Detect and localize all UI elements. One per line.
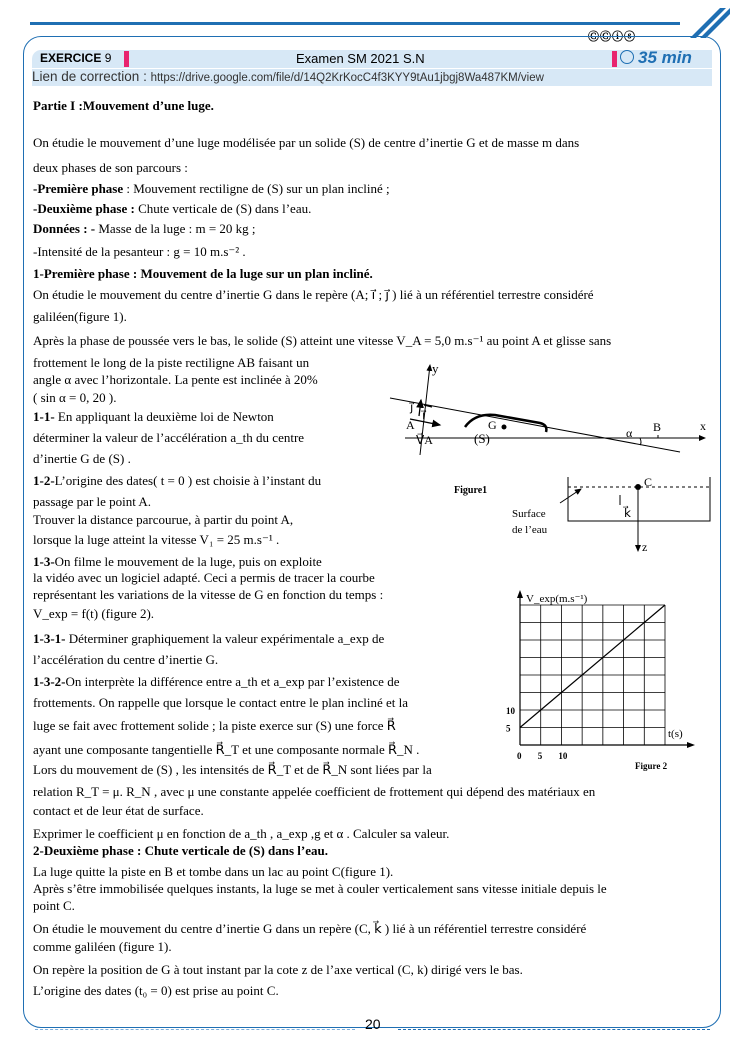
fig1-label-VA: V⃗A <box>416 433 433 447</box>
fig1-label-x: x <box>700 419 706 433</box>
question-1-2: 1-2-L’origine des dates( t = 0 ) est choisie à l’instant du <box>33 473 322 488</box>
incline <box>390 398 680 452</box>
q132-line: ayant une composante tangentielle R⃗_T et une composante normale R⃗_N . <box>33 742 420 757</box>
corner-stripes <box>620 4 730 38</box>
question-1-3: 1-3-On filme le mouvement de la luge, puis on exploite <box>33 554 322 569</box>
q132-line: frottements. On rappelle que lorsque le contact entre le plan incliné et la <box>33 695 409 710</box>
series-line <box>520 605 665 728</box>
accent-bar <box>124 51 129 67</box>
footer-rule <box>398 1029 710 1032</box>
footer-rule <box>35 1029 355 1032</box>
figure-1-caption: Figure1 <box>454 485 488 496</box>
fig1-label-surface: Surface <box>512 508 546 520</box>
exam-title: Examen SM 2021 S.N <box>296 51 425 66</box>
fig1-label-z: z <box>642 540 648 554</box>
q132-line: Lors du mouvement de (S) , les intensités de R⃗_T et de R⃗_N sont liées par la <box>33 762 432 777</box>
left-col-line: frottement le long de la piste rectiligne AB faisant un <box>33 355 310 370</box>
y-axis-label: V_exp(m.s⁻¹) <box>526 593 588 605</box>
question-1-1: 1-1- En appliquant la deuxième loi de Newton <box>33 409 274 424</box>
fig1-label-y: y <box>432 361 439 376</box>
sled <box>465 415 546 432</box>
fig1-label-j: j⃗ <box>410 400 414 414</box>
x-axis-arrow <box>687 742 695 748</box>
sec1-line: On étudie le mouvement du centre d’inertie G dans le repère (A; i⃗ ; j⃗ ) lié à un référentiel terrestre considéré <box>33 287 594 302</box>
correction-url[interactable]: https://drive.google.com/file/d/14Q2KrKocC4f3KYY9tAu1jbgj8Wa487KM/view <box>150 72 544 84</box>
fig1-label-alpha: α <box>626 426 633 440</box>
tail-line: relation R_T = μ. R_N , avec μ une constante appelée coefficient de frottement qui dépend des matériaux en <box>33 784 596 799</box>
phase2-line: -Deuxième phase : Chute verticale de (S) dans l’eau. <box>33 201 312 216</box>
q12-line: passage par le point A. <box>33 494 152 509</box>
figure-2-chart <box>495 585 720 775</box>
sec2-line: Après s’être immobilisée quelques instants, la luge se met à couler verticalement sans vitesse initiale depuis le <box>33 881 607 896</box>
clock-icon <box>620 50 634 64</box>
y-tick-label: 5 <box>506 723 511 734</box>
tail-line: Exprimer le coefficient μ en fonction de a_th , a_exp ,g et α . Calculer sa valeur. <box>33 826 450 841</box>
page-number: 20 <box>365 1016 381 1032</box>
sec2-line: L’origine des dates (t₀ = 0) est prise au point C. <box>33 983 279 998</box>
x-tick-label: 5 <box>537 751 543 761</box>
fig1-label-S: (S) <box>474 431 490 446</box>
license-badge: ⒸⒸⓘⓢ <box>588 30 636 43</box>
section2-title: 2-Deuxième phase : Chute verticale de (S) dans l’eau. <box>33 843 328 858</box>
correction-link-row <box>32 69 712 86</box>
section1-title: 1-Première phase : Mouvement de la luge sur un plan incliné. <box>33 266 373 281</box>
fig1-label-B: B <box>653 420 662 434</box>
top-rule <box>30 22 680 25</box>
fig1-label-A: A <box>406 418 415 432</box>
x-tick-label: 10 <box>558 751 568 761</box>
x-axis-label: t(s) <box>668 728 683 740</box>
fig1-label-i: i⃗ <box>422 408 426 422</box>
sec1-line: galiléen(figure 1). <box>33 309 127 324</box>
exercise-header <box>32 50 712 68</box>
sec2-line: La luge quitte la piste en B et tombe dans un lac au point C(figure 1). <box>33 864 394 879</box>
q12-line: lorsque la luge atteint la vitesse V₁ = 25 m.s⁻¹ . <box>33 532 280 547</box>
x-tick-label: 0 <box>517 751 522 761</box>
phase1-line: -Première phase : Mouvement rectiligne de (S) sur un plan incliné ; <box>33 181 390 196</box>
sec2-line: On repère la position de G à tout instant par la cote z de l’axe vertical (C, k) dirigé vers le bas. <box>33 962 523 977</box>
question-1-3-2: 1-3-2-On interprète la différence entre a_th et a_exp par l’existence de <box>33 674 400 689</box>
sec1-line: Après la phase de poussée vers le bas, le solide (S) atteint une vitesse V_A = 5,0 m.s⁻¹ au point A et glisse sans <box>33 333 612 348</box>
q131-line: l’accélération du centre d’inertie G. <box>33 652 219 667</box>
fig1-label-C: C <box>644 475 653 489</box>
q11-line: déterminer la valeur de l’accélération a_th du centre <box>33 430 305 445</box>
figure-2-caption: Figure 2 <box>635 761 668 771</box>
intro-line: deux phases de son parcours : <box>33 160 188 175</box>
exercise-label: EXERCICE 9 <box>40 51 112 65</box>
accent-bar <box>612 51 617 67</box>
intro-line: On étudie le mouvement d’une luge modélisée par un solide (S) de centre d’inertie G et de masse m dans <box>33 135 580 150</box>
figure-1 <box>370 355 720 565</box>
y-tick-label: 10 <box>506 706 515 716</box>
q13-line: représentant les variations de la vitesse de G en fonction du temps : <box>33 587 384 602</box>
part-title: Partie I :Mouvement d’une luge. <box>33 98 214 113</box>
q13-line: la vidéo avec un logiciel adapté. Ceci a permis de tracer la courbe <box>33 570 375 585</box>
sec2-line: comme galiléen (figure 1). <box>33 939 172 954</box>
data-g: -Intensité de la pesanteur : g = 10 m.s⁻² . <box>33 244 246 259</box>
question-1-3-1: 1-3-1- Déterminer graphiquement la valeur expérimentale a_exp de <box>33 631 385 646</box>
q132-line: luge se fait avec frottement solide ; la piste exerce sur (S) une force R⃗ <box>33 718 396 733</box>
tail-line: contact et de leur état de surface. <box>33 803 204 818</box>
q11-line: d’inertie G de (S) . <box>33 451 131 466</box>
sec2-line: On étudie le mouvement du centre d’inertie G dans un repère (C, k⃗ ) lié à un référentiel terrestre considéré <box>33 921 587 936</box>
sec2-line: point C. <box>33 898 75 913</box>
left-col-line: angle α avec l’horizontale. La pente est inclinée à 20% <box>33 372 318 387</box>
data-mass: Données : - Masse de la luge : m = 20 kg ; <box>33 221 256 236</box>
duration: 35 min <box>620 48 692 68</box>
left-col-line: ( sin α = 0, 20 ). <box>33 390 117 405</box>
correction-label: Lien de correction : <box>32 69 151 84</box>
y-axis-arrow <box>517 590 523 598</box>
q12-line: Trouver la distance parcourue, à partir du point A, <box>33 512 294 527</box>
fig1-label-k: k⃗ <box>624 506 631 520</box>
fig1-label-G: G <box>488 418 497 432</box>
fig1-label-water: de l’eau <box>512 524 548 536</box>
q13-line: V_exp = f(t) (figure 2). <box>33 606 155 621</box>
basin <box>568 477 710 521</box>
